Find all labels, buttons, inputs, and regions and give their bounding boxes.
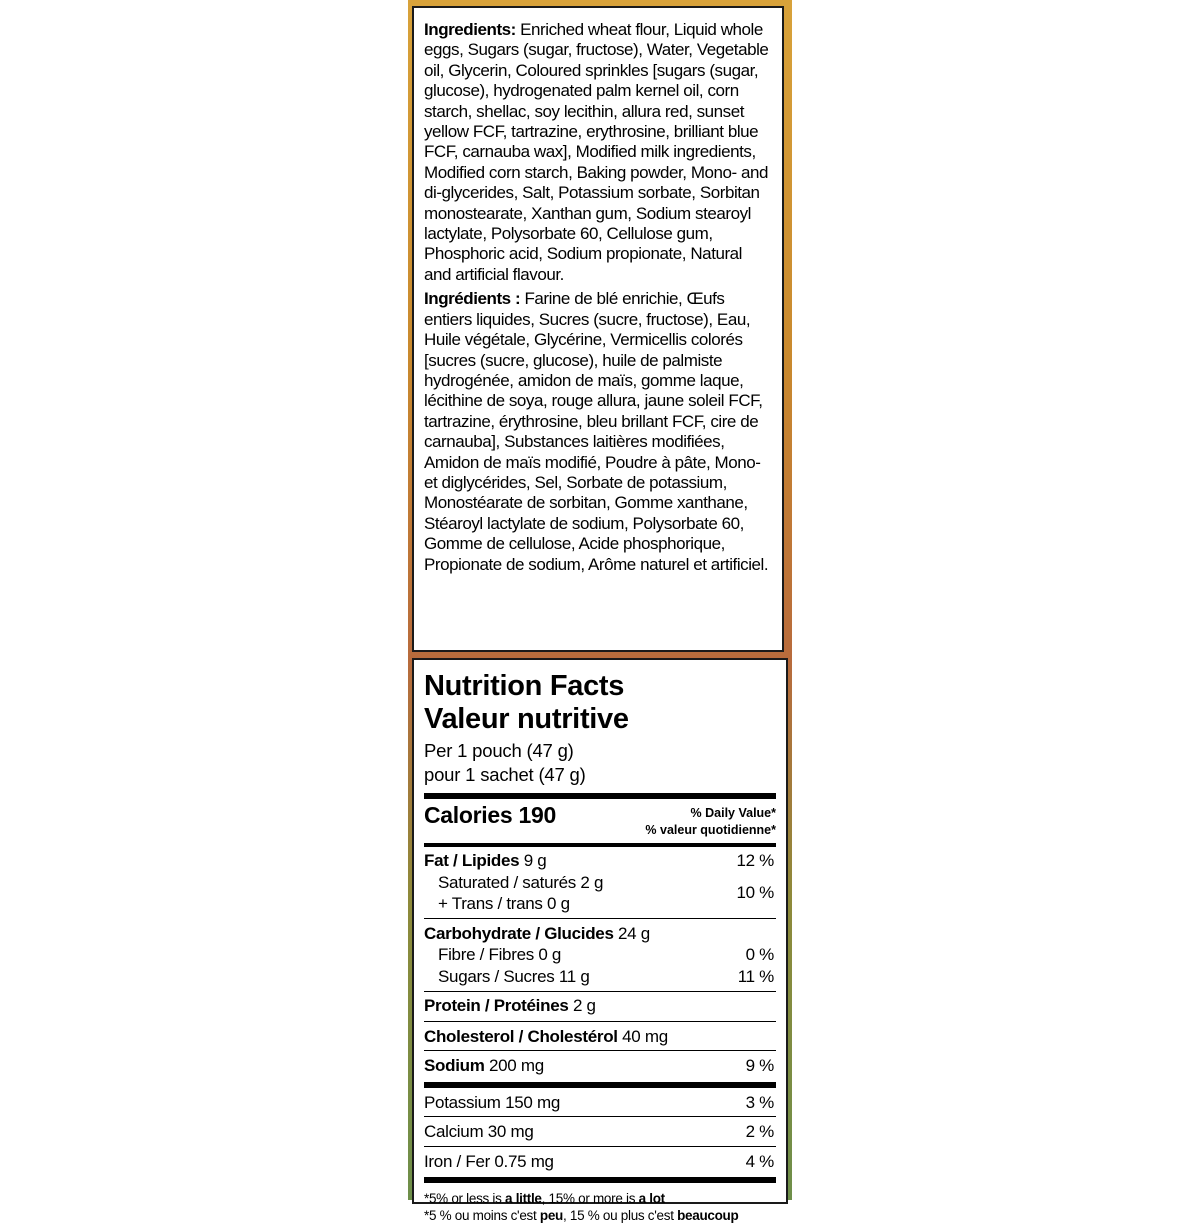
- sugars-label: Sugars / Sucres 11 g: [438, 966, 590, 988]
- cholesterol-amount: 40 mg: [618, 1027, 668, 1046]
- carbohydrate-label: Carbohydrate / Glucides: [424, 924, 614, 943]
- fibre-percent: 0 %: [746, 944, 776, 966]
- calories-label: Calories 190: [424, 801, 556, 829]
- ingredients-fr-label: Ingrédients :: [424, 289, 520, 308]
- protein-row: [424, 992, 776, 1021]
- cholesterol-label: Cholesterol / Cholestérol: [424, 1027, 618, 1046]
- footnote-fr-bold: beaucoup: [677, 1208, 738, 1223]
- calories-row: [424, 799, 776, 843]
- saturated-trans-percent: 10 %: [736, 882, 776, 904]
- saturated-label: Saturated / saturés 2 g: [438, 872, 603, 894]
- fibre-row: [424, 944, 776, 966]
- sodium-row: [424, 1051, 776, 1080]
- carbohydrate-amount: 24 g: [614, 924, 650, 943]
- cholesterol-row: [424, 1022, 776, 1051]
- nutrition-facts-panel: [412, 658, 788, 1204]
- ingredients-english: [424, 20, 772, 285]
- footnote-fr: [424, 1208, 776, 1224]
- protein-label: Protein / Protéines: [424, 996, 569, 1015]
- footnote-en-part: *5% or less is: [424, 1191, 505, 1206]
- saturated-trans-row: [424, 872, 776, 918]
- daily-value-header: [645, 801, 776, 839]
- fat-row: [424, 847, 776, 872]
- daily-value-fr: % valeur quotidienne*: [645, 823, 776, 837]
- footnote: [424, 1183, 776, 1224]
- footnote-en-bold: a lot: [639, 1191, 665, 1206]
- trans-label: + Trans / trans 0 g: [438, 893, 603, 915]
- serving-size-en: Per 1 pouch (47 g): [424, 739, 776, 763]
- ingredients-en-text: Enriched wheat flour, Liquid whole eggs, Sugars (sugar, fructose), Water, Vegetable oil, Glycerin, Coloured sprinkles [sugars (sugar, glucose), hydrogenated palm kernel oil, corn starch, shellac, soy lecithin, allura red, sunset yellow FCF, tartrazine, erythrosine, brilliant blue FCF, carnauba wax], Modified milk ingredients, Modified corn starch, Baking powder, Mono- and di-glycerides, Salt, Potassium sorbate, Sorbitan monostearate, Xanthan gum, Sodium stearoyl lactylate, Polysorbate 60, Cellulose gum, Phosphoric acid, Sodium propionate, Natural and artificial flavour.: [424, 20, 768, 284]
- sodium-label: Sodium: [424, 1056, 485, 1075]
- iron-row: [424, 1147, 776, 1176]
- iron-label: Iron / Fer 0.75 mg: [424, 1151, 554, 1173]
- fibre-label: Fibre / Fibres 0 g: [438, 944, 561, 966]
- sugars-row: [424, 966, 776, 992]
- iron-percent: 4 %: [746, 1151, 776, 1173]
- sodium-percent: 9 %: [746, 1055, 776, 1077]
- footnote-en-bold: a little: [505, 1191, 542, 1206]
- ingredients-panel: [412, 6, 784, 652]
- ingredients-en-label: Ingredients:: [424, 20, 516, 39]
- footnote-en: [424, 1191, 776, 1208]
- serving-size-fr: pour 1 sachet (47 g): [424, 763, 776, 787]
- carbohydrate-row: [424, 919, 776, 945]
- potassium-row: [424, 1088, 776, 1117]
- nutrition-title-en: Nutrition Facts: [424, 670, 776, 703]
- fat-label: Fat / Lipides: [424, 851, 519, 870]
- calcium-row: [424, 1117, 776, 1146]
- sodium-amount: 200 mg: [485, 1056, 544, 1075]
- footnote-fr-part: *5 % ou moins c'est: [424, 1208, 540, 1223]
- footnote-en-part: , 15% or more is: [542, 1191, 639, 1206]
- fat-percent: 12 %: [736, 850, 776, 872]
- footnote-fr-part: , 15 % ou plus c'est: [563, 1208, 677, 1223]
- nutrition-title-fr: Valeur nutritive: [424, 703, 776, 736]
- potassium-label: Potassium 150 mg: [424, 1092, 560, 1114]
- calcium-percent: 2 %: [746, 1121, 776, 1143]
- ingredients-french: [424, 289, 772, 575]
- sugars-percent: 11 %: [738, 966, 776, 988]
- footnote-fr-bold: peu: [540, 1208, 563, 1223]
- ingredients-fr-text: Farine de blé enrichie, Œufs entiers liquides, Sucres (sucre, fructose), Eau, Huile végétale, Glycérine, Vermicellis colorés [sucres (sucre, glucose), huile de palmiste hydrogénée, amidon de maïs, gomme laque, lécithine de soya, rouge allura, jaune soleil FCF, tartrazine, érythrosine, bleu brillant FCF, cire de carnauba], Substances laitières modifiées, Amidon de maïs modifié, Poudre à pâte, Mono- et diglycérides, Sel, Sorbate de potassium, Monostéarate de sorbitan, Gomme xanthane, Stéaroyl lactylate de sodium, Polysorbate 60, Gomme de cellulose, Acide phosphorique, Propionate de sodium, Arôme naturel et artificiel.: [424, 289, 768, 573]
- daily-value-en: % Daily Value*: [691, 806, 776, 820]
- protein-amount: 2 g: [569, 996, 596, 1015]
- potassium-percent: 3 %: [746, 1092, 776, 1114]
- fat-amount: 9 g: [519, 851, 546, 870]
- calcium-label: Calcium 30 mg: [424, 1121, 533, 1143]
